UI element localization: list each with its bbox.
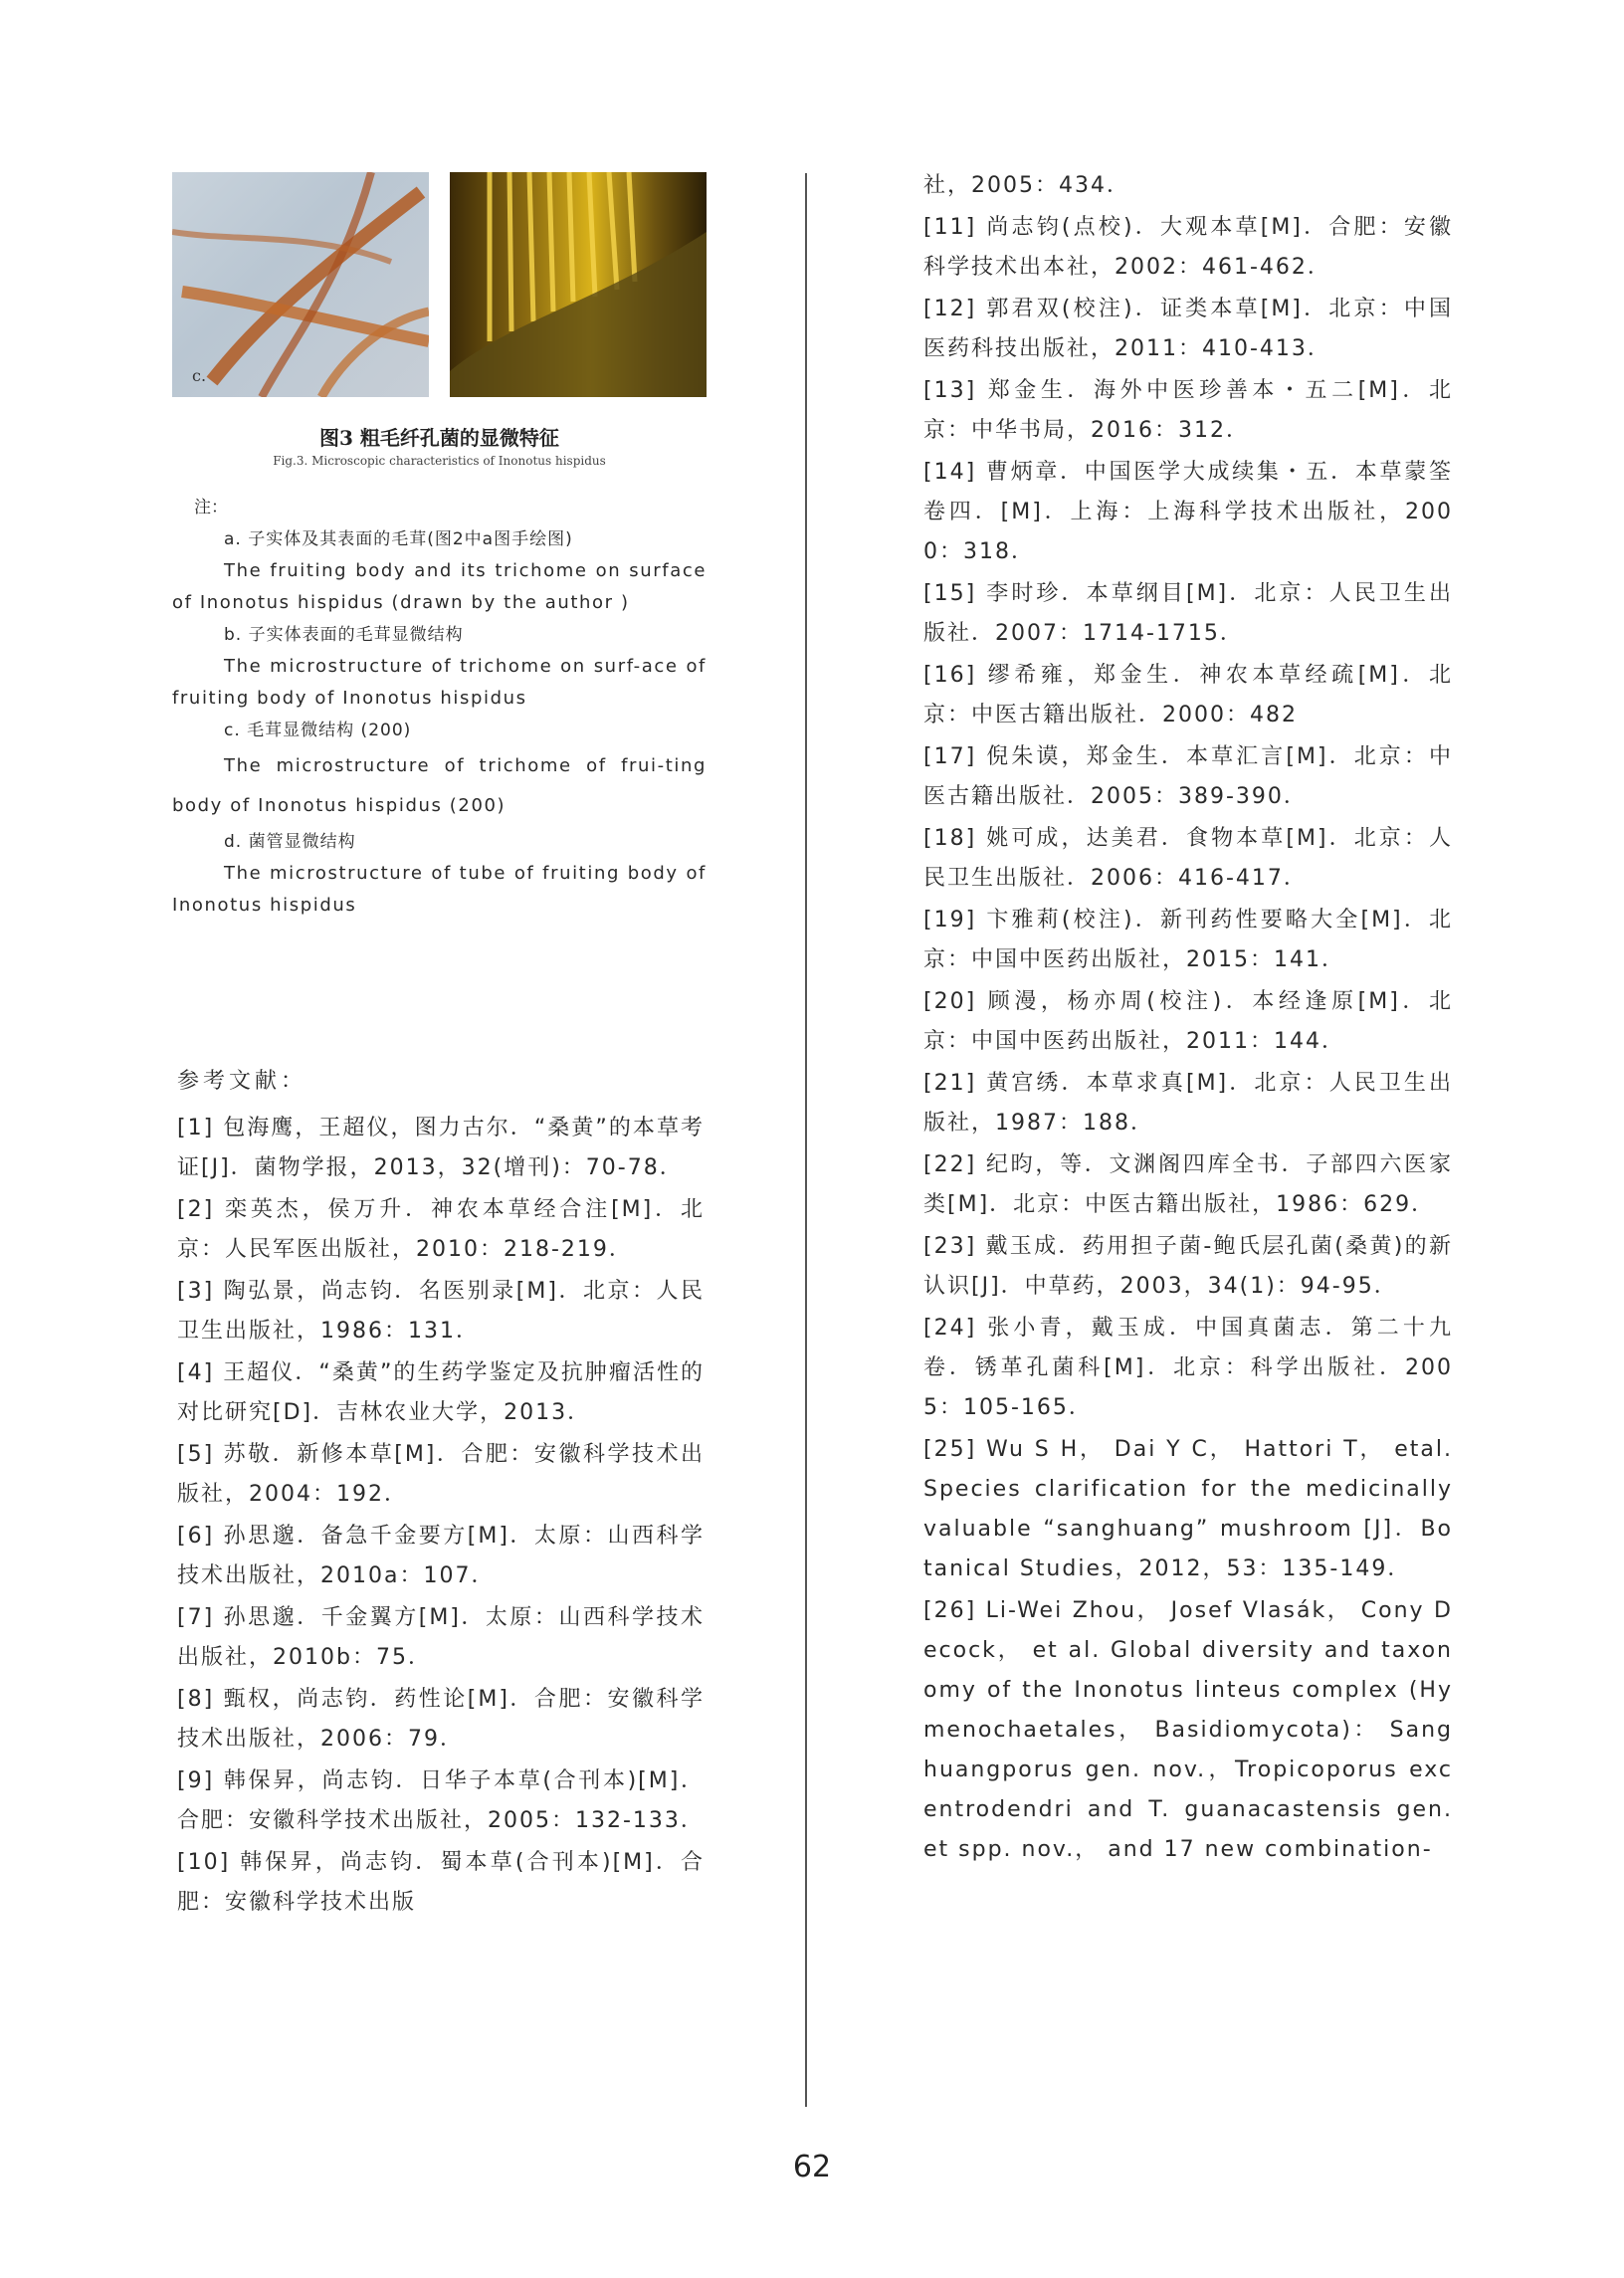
figure-panel-c-label: c. [192,366,207,385]
reference-item: [12] 郭君双(校注)．证类本草[M]．北京：中国医药科技出版社，2011：410-413． [923,297,1453,361]
reference-item: [4] 王超仪．“桑黄”的生药学鉴定及抗肿瘤活性的对比研究[D]．吉林农业大学，2013． [177,1360,705,1425]
reference-item: [25] Wu S H， Dai Y C， Hattori T， etal. Species clarification for the medicinally valuable “sanghuang” mushroom [J]．Botanical Studies，2012，53：135-149． [923,1437,1453,1581]
reference-item: [2] 栾英杰，侯万升．神农本草经合注[M]．北京：人民军医出版社，2010：218-219． [177,1197,705,1262]
reference-item: [7] 孙思邈．千金翼方[M]．太原：山西科学技术出版社，2010b：75． [177,1605,705,1670]
reference-item: [1] 包海鹰，王超仪，图力古尔．“桑黄”的本草考证[J]．菌物学报，2013，32(增刊)：70-78． [177,1116,705,1180]
reference-item: [23] 戴玉成．药用担子菌-鲍氏层孔菌(桑黄)的新认识[J]．中草药，2003，34(1)：94-95． [923,1234,1453,1299]
page-number: 62 [792,2150,832,2184]
reference-item: [14] 曹炳章．中国医学大成续集・五．本草蒙筌卷四．[M]．上海：上海科学技术出版社，2000：318． [923,460,1453,564]
note-item-d-cn: d. 菌管显微结构 [224,832,356,852]
note-item-d-en: The microstructure of tube of fruiting body of Inonotus hispidus [172,863,707,916]
reference-item: [16] 缪希雍，郑金生．神农本草经疏[M]．北京：中医古籍出版社．2000：482 [923,663,1453,727]
reference-item: [17] 倪朱谟，郑金生．本草汇言[M]．北京：中医古籍出版社．2005：389-390． [923,744,1453,809]
trichome-micrograph-image [172,172,429,397]
reference-item: 社，2005：434． [923,173,1130,198]
reference-item: [21] 黄宫绣．本草求真[M]．北京：人民卫生出版社，1987：188． [923,1071,1453,1136]
figure-title: 图3 粗毛纤孔菌的显微特征 [319,426,559,450]
figure-title-english: Fig.3. Microscopic characteristics of Inonotus hispidus [273,454,606,468]
reference-item: [3] 陶弘景，尚志钧．名医别录[M]．北京：人民卫生出版社，1986：131． [177,1279,705,1344]
reference-item: [20] 顾漫，杨亦周(校注)．本经逢原[M]．北京：中国中医药出版社，2011：144． [923,989,1453,1054]
reference-item: [19] 卞雅莉(校注)．新刊药性要略大全[M]．北京：中国中医药出版社，2015：141． [923,908,1453,972]
reference-item: [9] 韩保昇，尚志钧．日华子本草(合刊本)[M]．合肥：安徽科学技术出版社，2005：132-133． [177,1768,705,1833]
reference-item: [6] 孙思邈．备急千金要方[M]．太原：山西科学技术出版社，2010a：107． [177,1524,705,1588]
note-item-c-cn: c. 毛茸显微结构 (200) [224,721,412,740]
note-label: 注： [194,498,228,518]
note-item-b-cn: b. 子实体表面的毛茸显微结构 [224,625,464,645]
note-item-c-en: The microstructure of trichome of frui-ting body of Inonotus hispidus (200) [172,755,707,816]
tube-micrograph-image [450,172,707,397]
reference-item: [13] 郑金生．海外中医珍善本・五二[M]．北京：中华书局，2016：312． [923,378,1453,443]
note-item-b-en: The microstructure of trichome on surf-ace of fruiting body of Inonotus hispidus [172,656,707,709]
note-item-a-cn: a. 子实体及其表面的毛茸(图2中a图手绘图) [224,529,573,549]
column-divider [805,173,807,2107]
references-left-column [177,1063,705,1925]
reference-item: [15] 李时珍．本草纲目[M]．北京：人民卫生出版社．2007：1714-1715． [923,581,1453,646]
references-right-column [923,166,1453,1872]
note-item-a-en: The fruiting body and its trichome on surface of Inonotus hispidus (drawn by the author ) [172,560,707,613]
figure-notes [172,492,707,922]
reference-item: [11] 尚志钧(点校)．大观本草[M]．合肥：安徽科学技术出本社，2002：461-462． [923,215,1453,280]
figure-panel-c [172,172,429,397]
reference-item: [26] Li-Wei Zhou， Josef Vlasák， Cony Decock， et al. Global diversity and taxonomy of the Inonotus linteus complex (Hymenochaetales， Basidiomycota)： Sanghuangporus gen. nov.，Tropicoporus excentrodendri and T. guanacastensis gen. et spp. nov.， and 17 new combination- [923,1598,1453,1862]
reference-item: [22] 纪昀，等．文渊阁四库全书．子部四六医家类[M]．北京：中医古籍出版社，1986：629． [923,1152,1453,1217]
references-heading: 参考文献： [177,1069,307,1094]
reference-item: [24] 张小青，戴玉成．中国真菌志．第二十九卷．锈革孔菌科[M]．北京：科学出版社．2005：105-165． [923,1316,1453,1420]
figure-panel-d [450,172,707,397]
reference-item: [8] 甄权，尚志钧．药性论[M]．合肥：安徽科学技术出版社，2006：79． [177,1687,705,1752]
reference-item: [18] 姚可成，达美君．食物本草[M]．北京：人民卫生出版社．2006：416-417． [923,826,1453,891]
reference-item: [5] 苏敬．新修本草[M]．合肥：安徽科学技术出版社，2004：192． [177,1442,705,1507]
reference-item: [10] 韩保昇，尚志钧．蜀本草(合刊本)[M]．合肥：安徽科学技术出版 [177,1850,705,1915]
